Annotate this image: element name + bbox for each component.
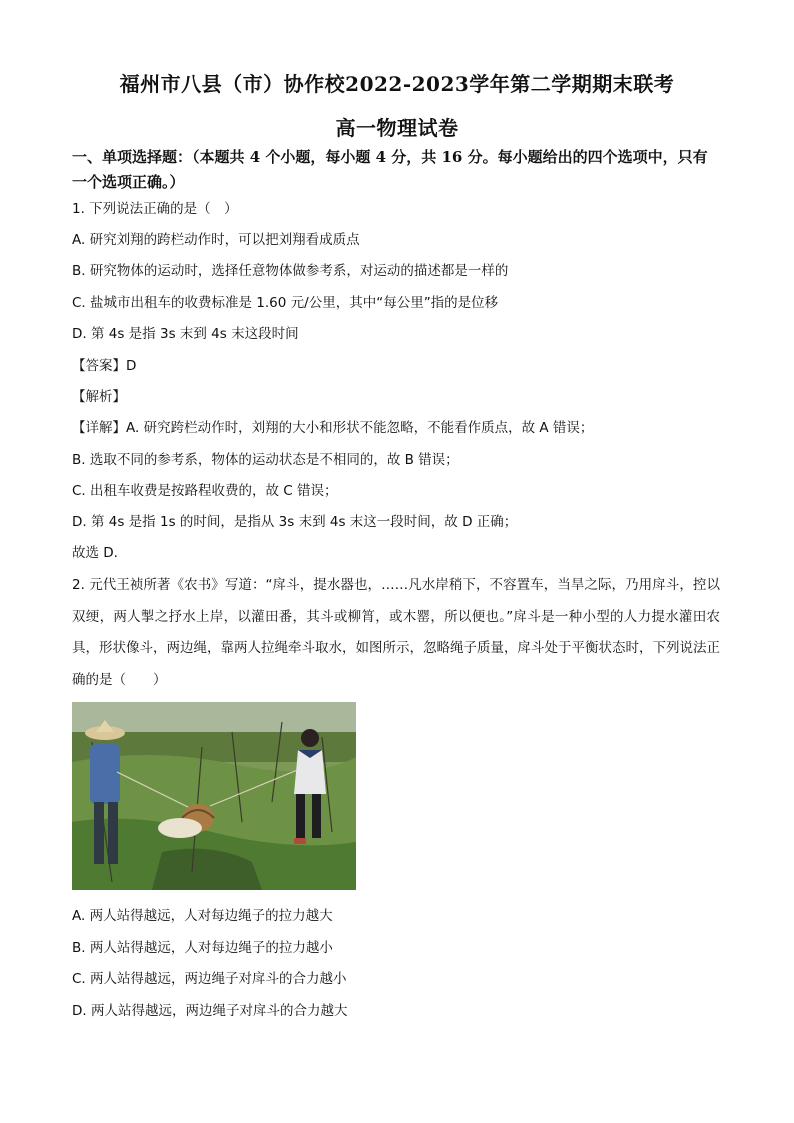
question-1-explanation-line: 故选 D. [72,545,118,561]
section-heading: 一、单项选择题：（本题共 4 个小题，每小题 4 分，共 16 分。每小题给出的四个选项中，只有一个选项正确。） [72,148,708,191]
question-1-explanation-line: C. 出租车收费是按路程收费的，故 C 错误； [72,483,338,499]
question-1-option-a: A. 研究刘翔的跨栏动作时，可以把刘翔看成质点 [72,232,360,248]
question-2-option-b: B. 两人站得越远，人对每边绳子的拉力越小 [72,940,333,956]
question-1-explanation-line: 【详解】A. 研究跨栏动作时，刘翔的大小和形状不能忽略，不能看作质点，故 A 错误； [72,420,594,436]
question-1-option-d: D. 第 4s 是指 3s 末到 4s 末这段时间 [72,326,299,342]
question-2-option-c: C. 两人站得越远，两边绳子对戽斗的合力越小 [72,971,347,987]
question-2-option-a: A. 两人站得越远，人对每边绳子的拉力越大 [72,908,333,924]
question-2-stem: 2. 元代王祯所著《农书》写道：“戽斗，提水器也，……凡水岸稍下，不容置车，当旱之际，乃用戽斗，控以双绠，两人掣之抒水上岸，以灌田番，其斗或柳筲，或木罂，所以便也。”戽斗是一种小型的人力提水灌田农具，形状像斗，两边绳，靠两人拉绳牵斗取水，如图所示，忽略绳子质量，戽斗处于平衡状态时，下列说法正确的是（ ） [72,577,720,688]
question-1-explanation-line: D. 第 4s 是指 1s 的时间，是指从 3s 末到 4s 末这一段时间，故 D 正确； [72,514,518,530]
question-2-option-d: D. 两人站得越远，两边绳子对戽斗的合力越大 [72,1003,348,1019]
question-1-analysis-label: 【解析】 [72,389,126,405]
question-1-explanation-line: B. 选取不同的参考系，物体的运动状态是不相同的，故 B 错误； [72,452,459,468]
question-1-option-b: B. 研究物体的运动时，选择任意物体做参考系，对运动的描述都是一样的 [72,263,509,279]
field-scene-illustration [72,702,356,890]
question-1-stem: 1. 下列说法正确的是（ ） [72,201,238,217]
question-1-option-c: C. 盐城市出租车的收费标准是 1.60 元/公里，其中“每公里”指的是位移 [72,295,499,311]
exam-subtitle: 高一物理试卷 [335,116,459,140]
water-bucket-photo [72,702,356,890]
exam-title: 福州市八县（市）协作校2022-2023学年第二学期期末联考 [119,72,675,96]
question-1-answer: 【答案】D [72,358,137,374]
